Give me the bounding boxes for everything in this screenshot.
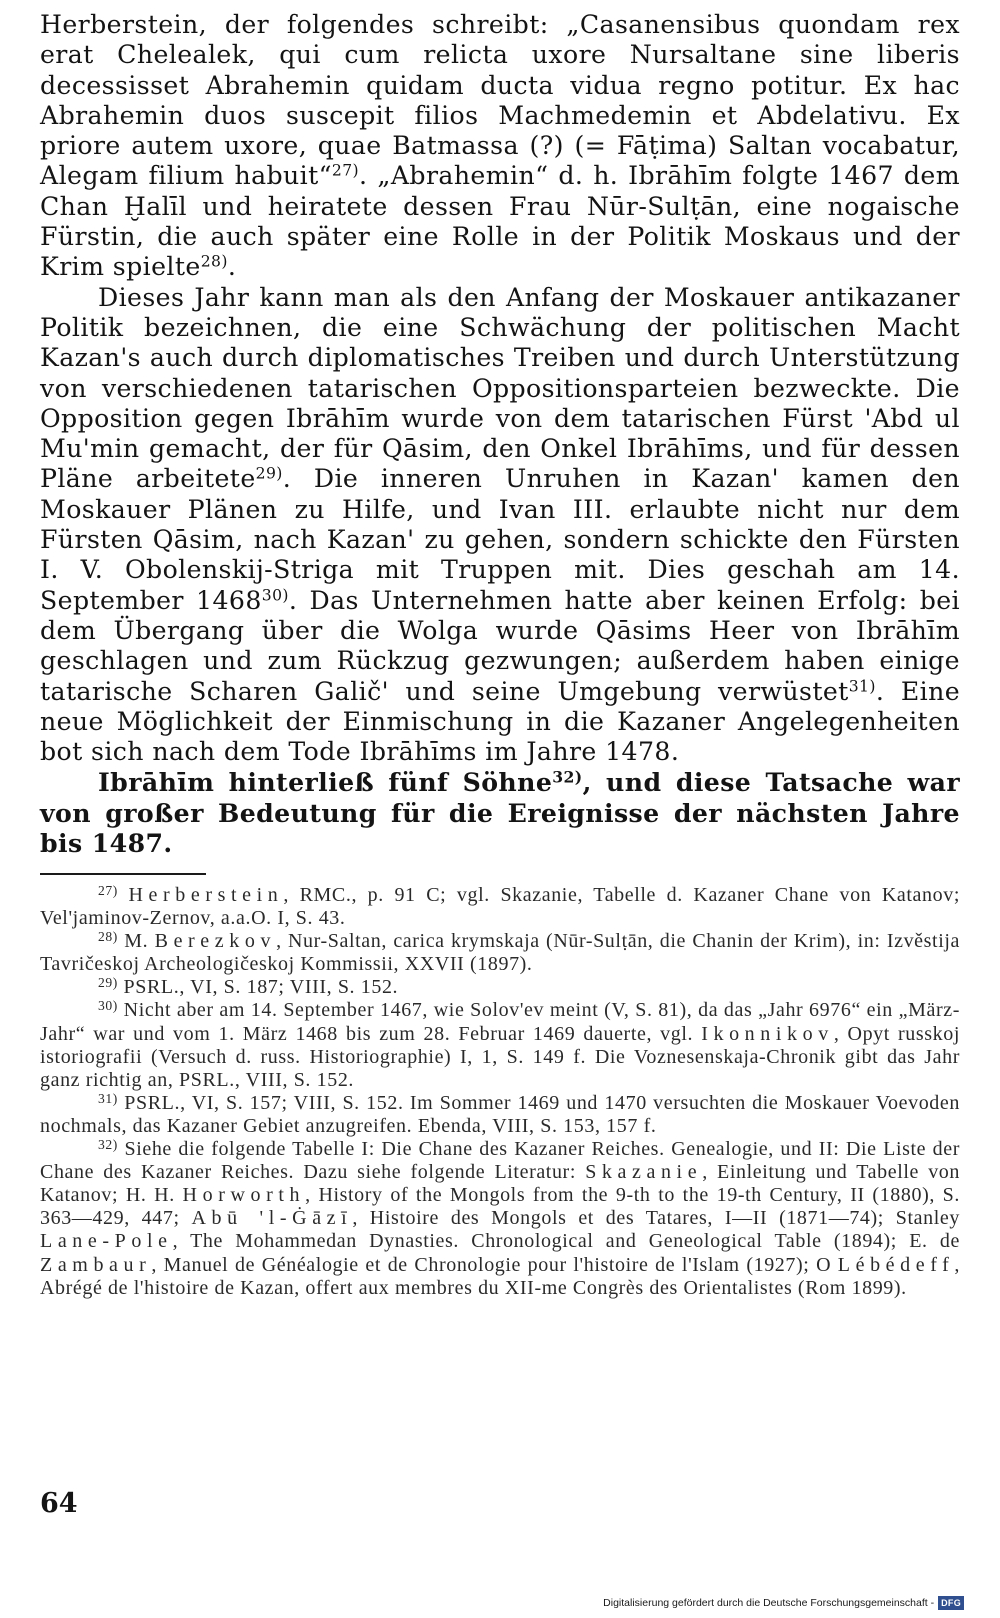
- footnote-ref-29[interactable]: 29): [255, 464, 283, 483]
- paragraph-1: [40, 10, 960, 283]
- footnote-32-author-3: Abū 'l-Ġāzī: [191, 1207, 353, 1230]
- dfg-logo-icon: DFG: [938, 1596, 964, 1610]
- paragraph-2-part-c: . Das Unternehmen hatte aber keinen Erfolg: bei dem Übergang über die Wolga wurde Qāsims Heer von Ibrāhīm geschlagen und zum Rückzug gezwungen; außerdem haben einige tatarische Scharen Galič' und seine Umgebung verwüstet: [40, 585, 960, 706]
- digitization-credit: [603, 1596, 964, 1610]
- footnote-30: [40, 999, 960, 1091]
- footnote-ref-30[interactable]: 30): [261, 586, 289, 605]
- paragraph-2-part-b: . Die inneren Unruhen in Kazan' kamen den Moskauer Plänen zu Hilfe, und Ivan III. erlaubte nicht nur dem Fürsten Qāsim, nach Kazan' zu gehen, sondern schickte den Fürsten I. V. Obolenskij-Striga mit Truppen mit. Dies geschah am 14. September 1468: [40, 464, 960, 615]
- footnote-28-author: Berezkov: [154, 930, 277, 953]
- footnote-29: [40, 976, 960, 999]
- footnote-30-text-b: , Opyt russkoj istoriografii (Versuch d. russ. Historiographie) I, 1, S. 149 f. Die Voznesenskaja-Chronik gibt das Jahr ganz richtig an, PSRL., VIII, S. 152.: [40, 1022, 960, 1091]
- footnote-28-marker: 28): [98, 929, 118, 945]
- footnote-ref-28[interactable]: 28): [200, 252, 228, 271]
- footnote-ref-32[interactable]: 32): [552, 767, 583, 787]
- footnote-32-text-d: , Histoire des Mongols et des Tatares, I—II (1871—74); Stanley: [352, 1207, 960, 1230]
- digitization-credit-text: Digitalisierung gefördert durch die Deutsche Forschungsgemeinschaft -: [603, 1597, 935, 1609]
- footnote-27-author: Herberstein: [128, 884, 284, 906]
- footnote-29-marker: 29): [98, 975, 118, 991]
- paragraph-3: [40, 767, 960, 858]
- paragraph-2-part-d: . Eine neue Möglichkeit der Einmischung in die Kazaner Angelegenheiten bot sich nach dem Tode Ibrāhīms im Jahre 1478.: [40, 676, 960, 767]
- footnote-32-text-a: Siehe die folgende Tabelle I: Die Chane des Kazaner Reiches. Genealogie, und II: Die Liste der Chane des Kazaner Reiches. Dazu siehe folgende Literatur:: [40, 1138, 960, 1184]
- footnote-32-author-1: Skazanie: [585, 1161, 703, 1184]
- paragraph-2: [40, 283, 960, 768]
- footnote-ref-31[interactable]: 31): [848, 676, 876, 695]
- paragraph-2-part-a: Dieses Jahr kann man als den Anfang der Moskauer antikazaner Politik bezeichnen, die eine Schwächung der politischen Macht Kazan's auch durch diplomatisches Treiben und durch Unterstützung von verschiedenen tatarischen Oppositionsparteien bezweckte. Die Opposition gegen Ibrāhīm wurde von dem tatarischen Fürst 'Abd ul Mu'min gemacht, der für Qāsim, den Onkel Ibrāhīms, und für dessen Pläne arbeitete: [40, 282, 960, 494]
- footnote-32-text-g: , Abrégé de l'histoire de Kazan, offert aux membres du XII-me Congrès des Orientalistes (Rom 1899).: [40, 1253, 960, 1299]
- footnote-32-author-5: Zambaur: [40, 1253, 152, 1276]
- paragraph-1-part-b: . „Abrahemin“ d. h. Ibrāhīm folgte 1467 dem Chan Ḫalīl und heiratete dessen Frau Nūr-Sulṭān, eine nogaische Fürstin, die auch später eine Rolle in der Politik Moskaus und der Krim spielte: [40, 161, 960, 282]
- footnote-32-text-f: , Manuel de Généalogie et de Chronologie pour l'histoire de l'Islam (1927); O: [151, 1253, 838, 1276]
- footnote-29-text: PSRL., VI, S. 187; VIII, S. 152.: [123, 976, 399, 999]
- footnote-28-text: , Nur-Saltan, carica krymskaja (Nūr-Sulṭān, die Chanin der Krim), in: Izvěstija Tavričeskoj Archeologičeskoj Kommissii, XXVII (1897).: [40, 930, 960, 976]
- page-number: 64: [40, 1488, 78, 1519]
- footnote-27-marker: 27): [98, 882, 118, 898]
- footnote-31-text: PSRL., VI, S. 157; VIII, S. 152. Im Sommer 1469 und 1470 versuchten die Moskauer Voevoden nochmals, das Kazaner Gebiet anzugreifen. Ebenda, VIII, S. 153, 157 f.: [40, 1091, 960, 1137]
- footnote-32-author-2: Horworth: [182, 1184, 306, 1207]
- footnote-28: [40, 930, 960, 976]
- paragraph-1-part-c: .: [227, 252, 237, 282]
- footnote-31-marker: 31): [98, 1090, 118, 1106]
- footnote-32-author-4: Lane-Pole: [40, 1230, 173, 1253]
- footnote-separator: [40, 873, 206, 875]
- main-text: [40, 10, 960, 858]
- footnote-32: [40, 1138, 960, 1300]
- footnote-30-text-a: Nicht aber am 14. September 1467, wie Solov'ev meint (V, S. 81), da das „Jahr 6976“ ein „März-Jahr“ war und vom 1. März 1468 bis zum 28. Februar 1469 dauerte, vgl.: [40, 999, 960, 1045]
- footnote-27-text: , RMC., p. 91 C; vgl. Skazanie, Tabelle d. Kazaner Chane von Katanov; Vel'jaminov-Zernov, a.a.O. I, S. 43.: [40, 884, 960, 930]
- paragraph-1-part-a: Herberstein, der folgendes schreibt: „Casanensibus quondam rex erat Chelealek, qui cum relicta uxore Nursaltane sine liberis decessisset Abrahemin quidam ducta vidua regno potitur. Ex hac Abrahemin duos suscepit filios Machmedemin et Abdelativu. Ex priore autem uxore, quae Batmassa (?) (= Fāṭima) Saltan vocabatur, Alegam filium habuit“: [40, 10, 960, 191]
- footnote-32-text-e: , The Mohammedan Dynasties. Chronological and Geneological Table (1894); E. de: [172, 1230, 960, 1253]
- paragraph-3-part-b: , und diese Tatsache war von großer Bedeutung für die Ereignisse der nächsten Jahre bis 1487.: [40, 767, 961, 859]
- footnote-32-text-b: , Einleitung und Tabelle von Katanov; H. H.: [40, 1161, 960, 1207]
- footnote-28-initial: M.: [124, 930, 155, 953]
- footnotes: [40, 884, 960, 1300]
- footnote-30-author: Ikonnikov: [701, 1022, 834, 1045]
- footnote-30-marker: 30): [98, 998, 118, 1014]
- footnote-32-marker: 32): [98, 1136, 118, 1152]
- footnote-27: [40, 884, 960, 930]
- footnote-32-text-c: , History of the Mongols from the 9-th to the 19-th Century, II (1880), S. 363—429, 447;: [40, 1184, 960, 1230]
- footnote-31: [40, 1092, 960, 1138]
- footnote-32-author-6: Lébédeff: [837, 1253, 955, 1276]
- footnote-ref-27[interactable]: 27): [331, 161, 360, 180]
- paragraph-3-part-a: Ibrāhīm hinterließ fünf Söhne: [98, 767, 553, 798]
